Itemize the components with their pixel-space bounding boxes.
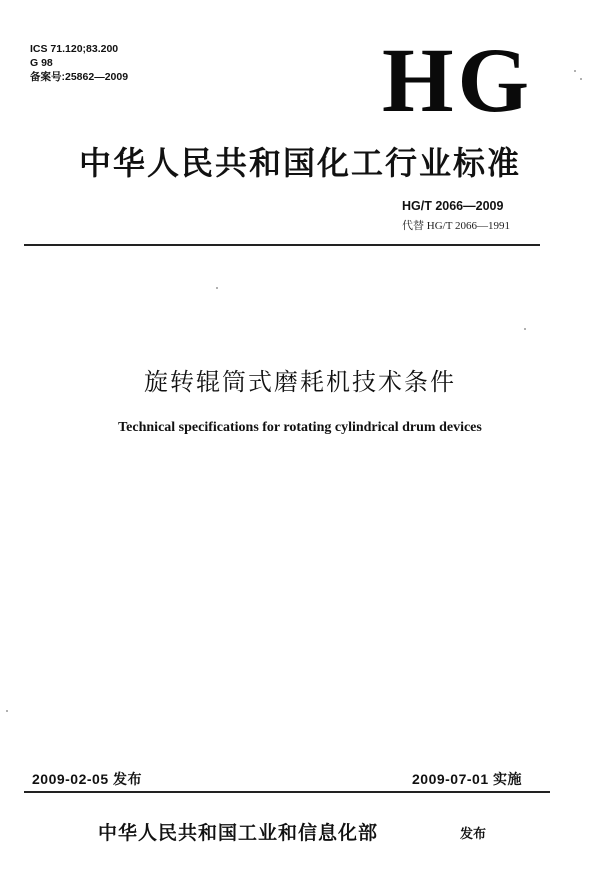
issuing-authority-suffix: 发布 [460,827,487,842]
ccs-code: G 98 [30,57,53,69]
classification-block [30,42,128,84]
standard-name-english: Technical specifications for rotating cylindrical drum devices [118,420,482,435]
issue-date: 2009-02-05 发布 [32,771,143,787]
standard-code: HG/T 2066—2009 [402,199,504,213]
issuing-authority: 中华人民共和国工业和信息化部 [98,822,379,844]
scan-speck [580,78,582,80]
scan-speck [524,328,526,330]
replaces-note: 代替 HG/T 2066—1991 [402,220,510,232]
scan-speck [6,710,8,712]
filing-number: 备案号:25862—2009 [30,71,129,83]
top-divider [24,244,540,246]
bottom-divider [24,791,550,793]
implementation-date: 2009-07-01 实施 [412,771,523,787]
scan-speck [574,70,576,72]
hg-logo: HG [382,29,534,131]
ics-code: ICS 71.120;83.200 [30,43,119,55]
scan-speck [216,287,218,289]
standard-category-title: 中华人民共和国化工行业标准 [78,144,521,182]
standard-name-chinese: 旋转辊筒式磨耗机技术条件 [144,368,456,396]
